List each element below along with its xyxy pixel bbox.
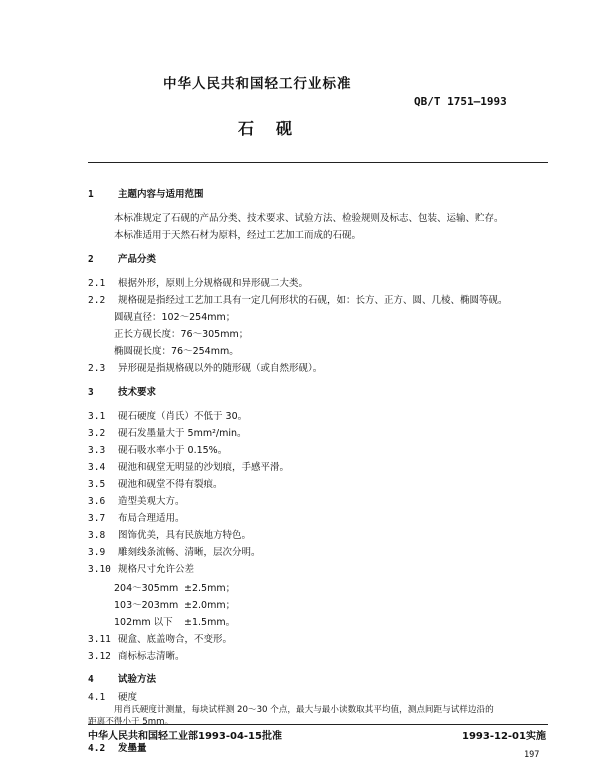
bottom-divider [88, 724, 548, 725]
clause-3-3: 3.3 砚石吸水率小于 0.15%。 [88, 445, 228, 456]
spec-round-diameter: 圆砚直径：102～254mm； [114, 312, 236, 323]
clause-3-12: 3.12 商标标志清晰。 [88, 651, 185, 662]
clause-3-4: 3.4 砚池和砚堂无明显的沙划痕，手感平滑。 [88, 462, 290, 473]
page-number: 197 [524, 750, 540, 760]
document-title: 石砚 [238, 119, 315, 138]
clause-2-2: 2.2 规格砚是指经过工艺加工具有一定几何形状的石砚，如：长方、正方、圆、几棱、椭圆等砚。 [88, 295, 508, 306]
clause-2-1: 2.1 根据外形，原则上分规格砚和异形砚二大类。 [88, 278, 309, 289]
clause-3-1: 3.1 砚石硬度（肖氏）不低于 30。 [88, 411, 248, 422]
clause-3-10: 3.10 规格尺寸允许公差 [88, 564, 195, 575]
clause-3-5: 3.5 砚池和砚堂不得有裂痕。 [88, 479, 223, 490]
clause-4-1-paragraph-line-1: 用肖氏硬度计测量，每块试样测 20～30 个点，最大与最小读数取其平均值，测点间距与试样边沿的 [114, 705, 494, 715]
issuing-body-header: 中华人民共和国轻工行业标准 [163, 76, 352, 92]
clause-3-2: 3.2 砚石发墨量大于 5mm²/min。 [88, 428, 247, 439]
spec-oval-length: 椭圆砚长度：76～254mm。 [114, 346, 239, 357]
approval-line: 中华人民共和国轻工业部1993-04-15批准 [88, 731, 282, 742]
clause-3-9: 3.9 雕刻线条流畅、清晰，层次分明。 [88, 547, 261, 558]
top-divider [88, 162, 548, 163]
clause-3-7: 3.7 布局合理适用。 [88, 513, 185, 524]
implementation-date: 1993-12-01实施 [462, 731, 546, 742]
section-3-heading: 3 技术要求 [88, 387, 157, 398]
clause-4-1-heading: 4.1 硬度 [88, 692, 138, 703]
clause-2-3: 2.3 异形砚是指规格砚以外的随形砚（或自然形砚）。 [88, 363, 323, 374]
spec-rect-length: 正长方砚长度：76～305mm； [114, 329, 249, 340]
tolerance-row: 103～203mm ±2.0mm； [114, 600, 236, 611]
section-4-heading: 4 试验方法 [88, 674, 157, 685]
clause-4-2-heading: 4.2 发墨量 [88, 743, 147, 754]
section-1-paragraph-2: 本标准适用于天然石材为原料，经过工艺加工而成的石砚。 [114, 230, 362, 241]
clause-3-11: 3.11 砚盒、底盖吻合，不变形。 [88, 634, 233, 645]
clause-3-8: 3.8 图饰优美，具有民族地方特色。 [88, 530, 252, 541]
standard-number: QB/T 1751—1993 [414, 95, 507, 108]
section-2-heading: 2 产品分类 [88, 254, 157, 265]
section-1-paragraph-1: 本标准规定了石砚的产品分类、技术要求、试验方法、检验规则及标志、包装、运输、贮存。 [114, 213, 504, 224]
clause-4-1-paragraph-line-2: 距离不得小于 5mm。 [88, 717, 174, 727]
clause-3-6: 3.6 造型美观大方。 [88, 496, 185, 507]
section-1-heading: 1 主题内容与适用范围 [88, 189, 204, 200]
tolerance-row: 204～305mm ±2.5mm； [114, 583, 236, 594]
tolerance-row: 102mm 以下 ±1.5mm。 [114, 617, 236, 628]
